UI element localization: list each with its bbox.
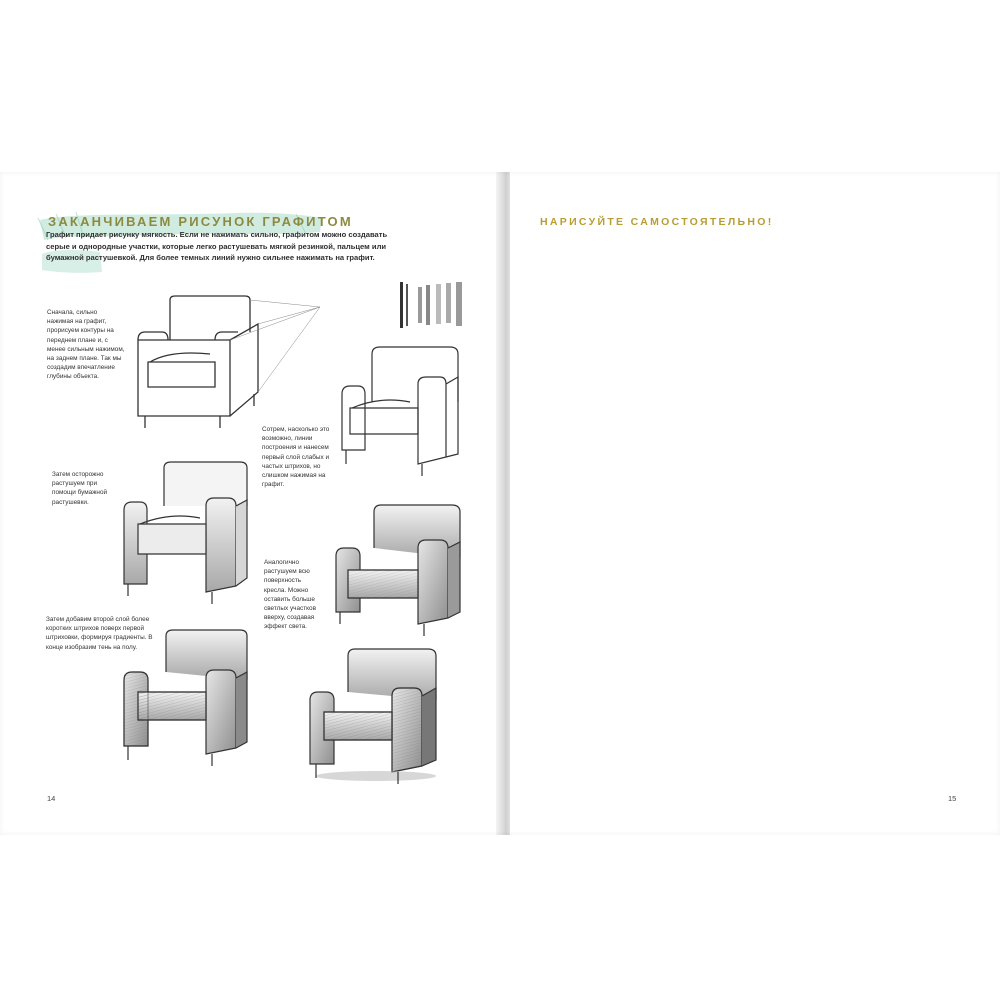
caption-step5: Затем добавим второй слой более коротких штрихов поверх первой штриховки, формируя градиенты. В конце изобразим тень на полу.: [46, 616, 153, 651]
caption-step2: Сотрем, насколько это возможно, линии построения и нанесем первый слой слабых и частых штрихов, но слишком нажимая на графит.: [262, 426, 330, 489]
caption-step3: Затем осторожно растушуем при помощи бумажной растушевки.: [52, 471, 108, 506]
right-page: [510, 172, 1000, 835]
book-spread: [0, 172, 1000, 835]
armchair-step4-icon: [336, 505, 460, 636]
armchair-step2-icon: [342, 347, 458, 476]
left-page: [0, 172, 500, 835]
intro-paragraph: Графит придает рисунку мягкость. Если не нажимать сильно, графитом можно создавать серые и однородные участки, которые легко растушевать мягкой резинкой, пальцем или бумажной растушевкой. Для более темных линий нужно сильнее нажимать на графит.: [46, 230, 388, 262]
caption-step4: Аналогично растушуем всю поверхность кресла. Можно оставить больше светлых участков вверху, создавая эффект света.: [264, 559, 316, 631]
page-number-right: 15: [948, 794, 957, 803]
armchair-step6-icon: [310, 649, 436, 784]
caption-step1: Сначала, сильно нажимая на графит, прорисуем контуры на переднем плане и, с менее сильным нажимом, на заднем плане. Так мы создадим впечатление глубины объекта.: [47, 309, 125, 381]
practice-heading: НАРИСУЙТЕ САМОСТОЯТЕЛЬНО!: [540, 216, 774, 228]
page-number-left: 14: [47, 794, 56, 803]
armchair-step3-icon: [124, 462, 247, 604]
graphite-swatch-icon: [400, 282, 462, 328]
section-heading: ЗАКАНЧИВАЕМ РИСУНОК ГРАФИТОМ: [48, 214, 353, 229]
armchair-step1-icon: [138, 296, 320, 428]
